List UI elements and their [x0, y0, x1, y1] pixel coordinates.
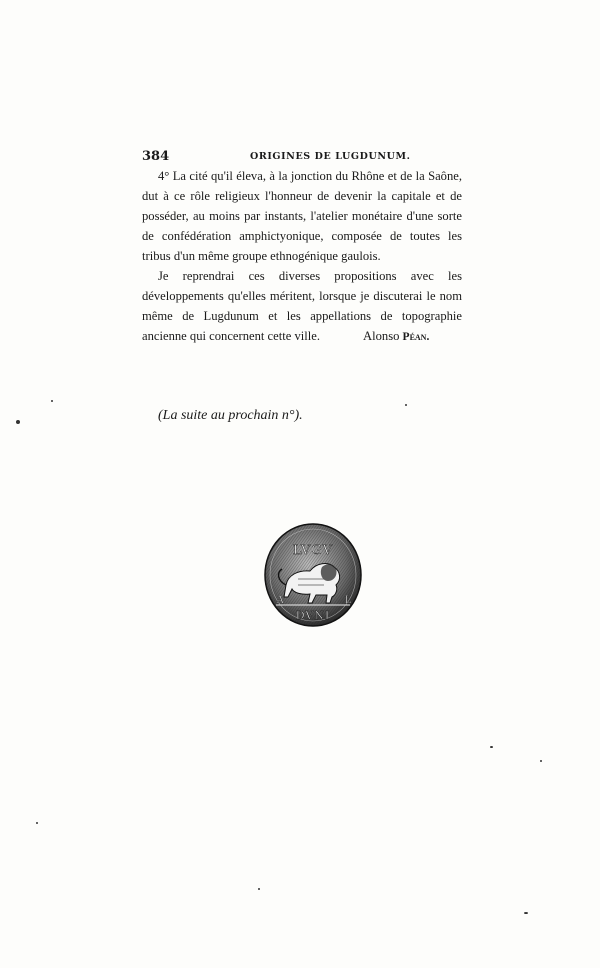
- scan-speck: [258, 888, 260, 890]
- author-first-name: Alonso: [363, 329, 400, 343]
- scan-speck: [524, 912, 528, 914]
- page-number: 384: [142, 149, 170, 164]
- scan-speck: [36, 822, 38, 824]
- running-title: ORIGINES DE LUGDUNUM.: [250, 151, 411, 162]
- author-signature: [363, 329, 429, 344]
- scan-speck: [540, 760, 542, 762]
- coin-right-letter: L: [344, 595, 352, 606]
- author-last-name: Péan.: [402, 331, 430, 343]
- coin-illustration: [264, 523, 362, 627]
- paragraph-1: 4° La cité qu'il éleva, à la jonction du Rhône et de la Saône, dut à ce rôle religieux l'honneur de devenir la capitale et de posséder, au moins par instants, l'atelier monétaire d'une sorte de confédération amphictyonique, composée de toutes les tribus d'un même groupe ethnogénique gaulois.: [142, 169, 462, 263]
- continuation-note: (La suite au prochain n°).: [158, 408, 303, 423]
- running-head: [142, 149, 460, 165]
- scan-speck: [51, 400, 53, 402]
- coin-left-letter: A: [276, 595, 284, 606]
- scan-speck: [16, 420, 20, 424]
- scan-speck: [490, 746, 493, 748]
- coin-bottom-legend: DVNI: [295, 609, 331, 622]
- coin-top-legend: LVGV: [292, 543, 334, 558]
- paragraph-2: Je reprendrai ces diverses propositions avec les développements qu'elles méritent, lorsque je discuterai le nom même de Lugdunum et les appellations de topographie ancienne qui concernent cette ville.: [142, 269, 462, 343]
- article-body: [142, 166, 462, 346]
- scan-speck: [405, 404, 407, 406]
